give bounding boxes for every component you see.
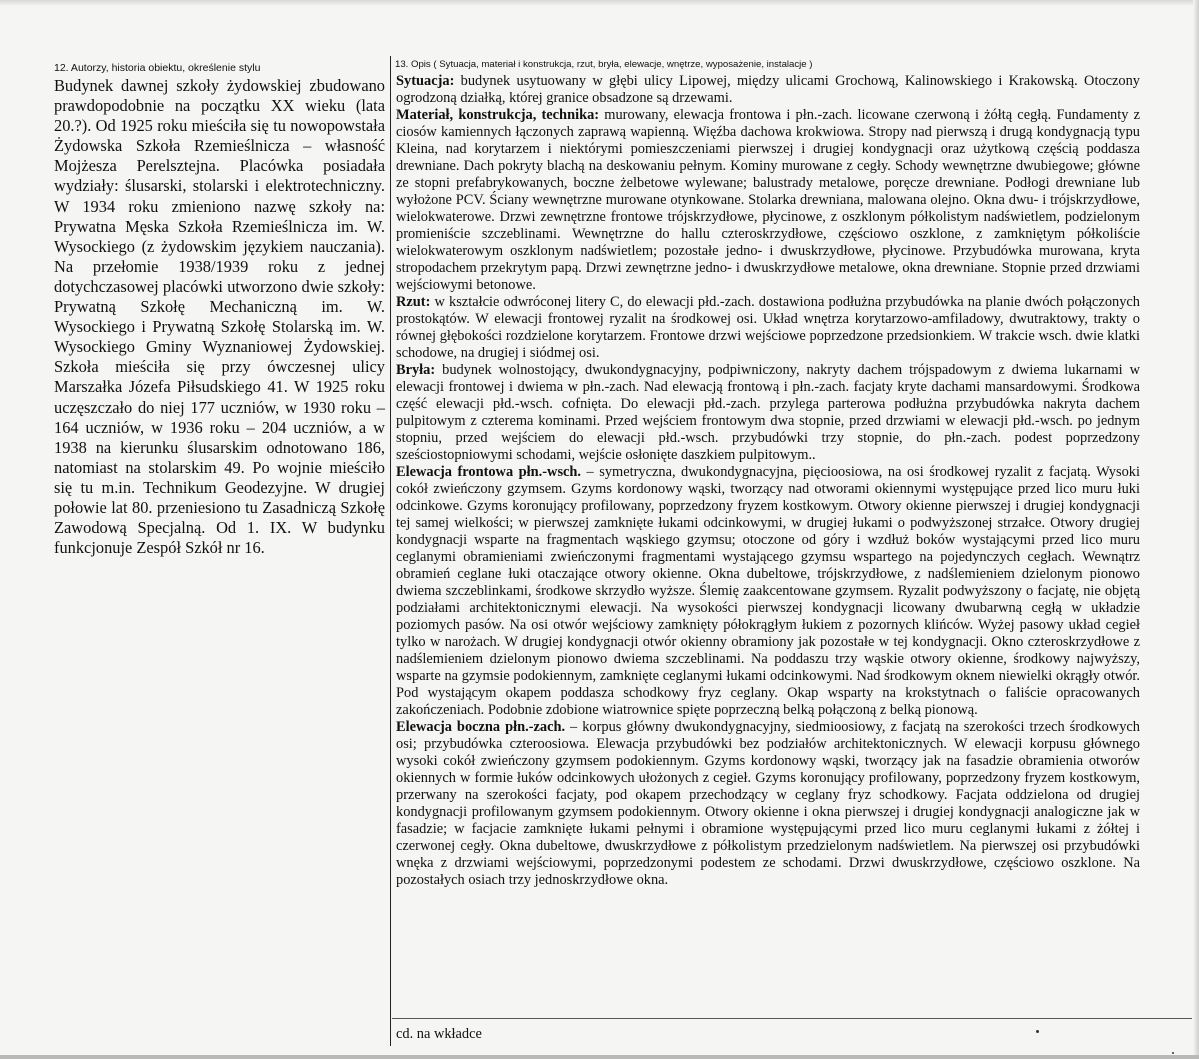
massing-label: Bryła: (396, 362, 436, 378)
side-elevation-body: – korpus główny dwukondygnacyjny, siedmioosiowy, z facjatą na szerokości trzech środkowych osi; przybudówka czteroosiowa. Elewacja przybudówki bez podziałów architektonicznych. W elewacji korpusu głównego wysoki cokół zwieńczony gzymsem podokiennym. Gzyms kordonowy wąski, tworzący jak na fasadzie obramienia otworów okiennych w formie łuków odcinkowych ułożonych z cegieł. Gzyms koronujący profilowany, poprzedzony fryzem kostkowym, przerwany na szerokości facjaty, pod okapem przechodzący w ceglany fryz schodkowy. Facjata oddzielona od drugiej kondygnacji profilowanym gzymsem podokiennym. Otwory okienne i okna pierwszej i drugiej kondygnacji analogiczne jak w fasadzie; w facjacie zamknięte łukami pełnymi i obramione występującymi przed lico muru ceglanymi łukami z żółtej i czerwonej cegły. Okna dubeltowe, dwuskrzydłowe z półkolistym przedzielonym nadświetlem. Na pierwszej osi przybudówki wnęka z drzwiami wejściowymi, poprzedzonymi podestem ze schodami. Drzwi dwuskrzydłowe, częściowo oszklone. Na pozostałych osiach trzy jednoskrzydłowe okna. (396, 719, 1140, 888)
material-paragraph (396, 107, 1140, 294)
plan-body: w kształcie odwróconej litery C, do elewacji płd.-zach. dostawiona podłużna przybudówka na planie dwóch połączonych prostokątów. W elewacji frontowej ryzalit na środkowej osi. Układ wnętrza korytarzowo-amfiladowy, dwutraktowy, trakty o równej głębokości rozdzielone korytarzem. Frontowe drzwi wejściowe poprzedzone przedsionkiem. W trakcie wsch. dwie klatki schodowe, na drugiej i siódmej osi. (396, 294, 1140, 361)
front-elevation-paragraph (396, 464, 1140, 719)
scan-speck (1036, 1030, 1039, 1033)
scan-edge-bottom (0, 1055, 1199, 1059)
bottom-rule (392, 1018, 1192, 1019)
front-elevation-body: – symetryczna, dwukondygnacyjna, pięcioosiowa, na osi środkowej ryzalit z facjatą. Wysoki cokół zwieńczony gzymsem. Gzyms kordonowy wąski, tworzący nad otworami okiennymi występujące przed lico muru łuki odcinkowe. Gzyms koronujący profilowany, poprzedzony fryzem kostkowym. Otwory okienne pierwszej i drugiej kondygnacji tej samej wielkości; w pierwszej zamknięte łukami odcinkowymi, w drugiej łukami o podwyższonej strzałce. Otwory drugiej kondygnacji wsparte na fragmentach wąskiego gzymsu; otoczone od góry i wzdłuż boków wystającymi przed lico muru ceglanymi obramieniami zwieńczonymi fragmentami wystającego gzymsu wspartego na pojedynczych cegłach. Wewnątrz obramień ceglane łuki otaczające otwory okienne. Okna dubeltowe, trójskrzydłowe, z nadślemieniem dzielonym pionowo dwiema szczeblinkami, środkowe skrzydło wyższe. Ślemię zaakcentowane gzymsem. Ryzalit podwyższony o facjatę, nie objętą podziałami architektonicznymi elewacji. Na wysokości pierwszej kondygnacji licowany dwubarwną cegłą w układzie poziomych pasów. Na osi otwór wejściowy zamknięty półokrągłym łukiem z pozornych klińców. Wyżej pasowy układ cegieł tylko w narożach. W drugiej kondygnacji otwór okienny obramiony jak pozostałe w tej kondygnacji. Okno czteroskrzydłowe z nadślemieniem dzielonym pionowo dwiema szczeblinami. Na poddaszu trzy wąskie otwory okienne, środkowy najwyższy, wsparte na gzymsie podokiennym, zamknięte ceglanymi łukami odcinkowymi. Nad środkowym oknem niewielki okrągły otwór. Pod wystającym okapem poddasza schodkowy fryz ceglany. Okap wsparty na krokstytnach o faliście opracowanych zakończeniach. Podobnie zdobione wiatrownice spięte poprzeczną belką połączoną z belką pionową. (396, 464, 1140, 718)
situation-paragraph (396, 73, 1140, 107)
side-elevation-label: Elewacja boczna płn.-zach. (396, 719, 566, 735)
front-elevation-label: Elewacja frontowa płn.-wsch. (396, 464, 582, 480)
side-elevation-paragraph (396, 719, 1140, 889)
history-text: Budynek dawnej szkoły żydowskiej zbudowano prawdopodobnie na początku XX wieku (lata 20.?). Od 1925 roku mieściła się tu nowopowstała Żydowska Szkoła Rzemieślnicza – własność Mojżesza Perelsztejna. Placówka posiadała wydziały: ślusarski, stolarski i elektrotechniczny. W 1934 roku zmieniono nazwę szkoły na: Prywatna Męska Szkoła Rzemieślnicza im. W. Wysockiego (z żydowskim językiem nauczania). Na przełomie 1938/1939 roku z jednej dotychczasowej placówki utworzono dwie szkoły: Prywatną Szkołę Mechaniczną im. W. Wysockiego i Prywatną Szkołę Stolarską im. W. Wysockiego Gminy Wyznaniowej Żydowskiej. Szkoła mieściła się przy ówczesnej ulicy Marszałka Józefa Piłsudskiego 41. W 1925 roku uczęszczało do niej 177 uczniów, w 1930 roku – 164 uczniów, w 1936 roku – 204 uczniów, a w 1938 na kierunku ślusarskim odnotowano 186, natomiast na stolarskim 49. Po wojnie mieściło się tu m.in. Technikum Geodezyjne. W drugiej połowie lat 80. przeniesiono tu Zasadniczą Szkołę Zawodową Specjalną. Od 1. IX. W budynku funkcjonuje Zespół Szkół nr 16. (54, 76, 385, 558)
plan-label: Rzut: (396, 294, 431, 310)
material-body: murowany, elewacja frontowa i płn.-zach. licowane czerwoną i żółtą cegłą. Fundamenty z ciosów kamiennych łączonych zaprawą wapienną. Więźba dachowa krokwiowa. Stropy nad pierwszą i drugą kondygnacją typu Kleina, nad korytarzem i niektórymi pomieszczeniami pierwszej i drugiej kondygnacji oraz użytkową częścią poddasza drewniane. Dach pokryty blachą na deskowaniu pełnym. Kominy murowane z cegły. Schody wewnętrzne dwubiegowe; główne ze stopni prefabrykowanych, boczne żelbetowe wylewane; balustrady metalowe, poręcze drewniane. Podłogi drewniane lub wyłożone PCV. Ściany wewnętrzne murowane otynkowane. Stolarka drewniana, malowana olejno. Okna dwu- i trójskrzydłowe, wielokwaterowe. Drzwi zewnętrzne frontowe trójskrzydłowe, płycinowe, z oszklonym półkolistym nadświetlem, podzielonym promieniście szczeblinami. Wewnętrzne do hallu czteroskrzydłowe, częściowo oszklone, z zamkniętym półkoliście wielokwaterowym oszklonym nadświetlem; pozostałe jedno- i dwuskrzydłowe, płycinowe. Przybudówka murowana, kryta stropodachem przekrytym papą. Drzwi zewnętrzne jedno- i dwuskrzydłowe metalowe, okna drewniane. Stopnie przed drzwiami wejściowymi betonowe. (396, 107, 1140, 293)
material-label: Materiał, konstrukcja, technika: (396, 107, 600, 123)
section-12-heading: 12. Autorzy, historia obiektu, określenie stylu (54, 62, 261, 74)
description-text (396, 73, 1140, 889)
plan-paragraph (396, 294, 1140, 362)
scan-edge-top (0, 0, 1199, 6)
scan-speck (1172, 1052, 1174, 1054)
column-divider (390, 56, 391, 1046)
continuation-note: cd. na wkładce (396, 1026, 482, 1042)
section-13-heading: 13. Opis ( Sytuacja, materiał i konstrukcja, rzut, bryła, elewacje, wnętrze, wyposażenie, instalacje ) (395, 59, 813, 70)
massing-body: budynek wolnostojący, dwukondygnacyjny, podpiwniczony, nakryty dachem trójspadowym z dwiema lukarnami w elewacji frontowej i dwiema w płn.-zach. Nad elewacją frontową i płn.-zach. facjaty kryte dachami mansardowymi. Środkowa część elewacji płd.-wsch. cofnięta. Do elewacji płd.-zach. przylega parterowa podłużna przybudówka nakryta dachem pulpitowym z czterema kominami. Przed wejściem frontowym dwa stopnie, przed drzwiami w elewacji płd.-wsch. po jednym stopniu, przed wejściem do elewacji płd.-wsch. przybudówki trzy stopnie, do płn.-zach. podest poprzedzony sześciostopniowymi schodami, wejście osłonięte daszkiem pulpitowym.. (396, 362, 1140, 463)
situation-body: budynek usytuowany w głębi ulicy Lipowej, między ulicami Grochową, Kalinowskiego i Krakowską. Otoczony ogrodzoną działką, której granice obsadzone są drzewami. (396, 73, 1140, 106)
massing-paragraph (396, 362, 1140, 464)
situation-label: Sytuacja: (396, 73, 455, 89)
scan-edge-right (1193, 0, 1199, 1059)
